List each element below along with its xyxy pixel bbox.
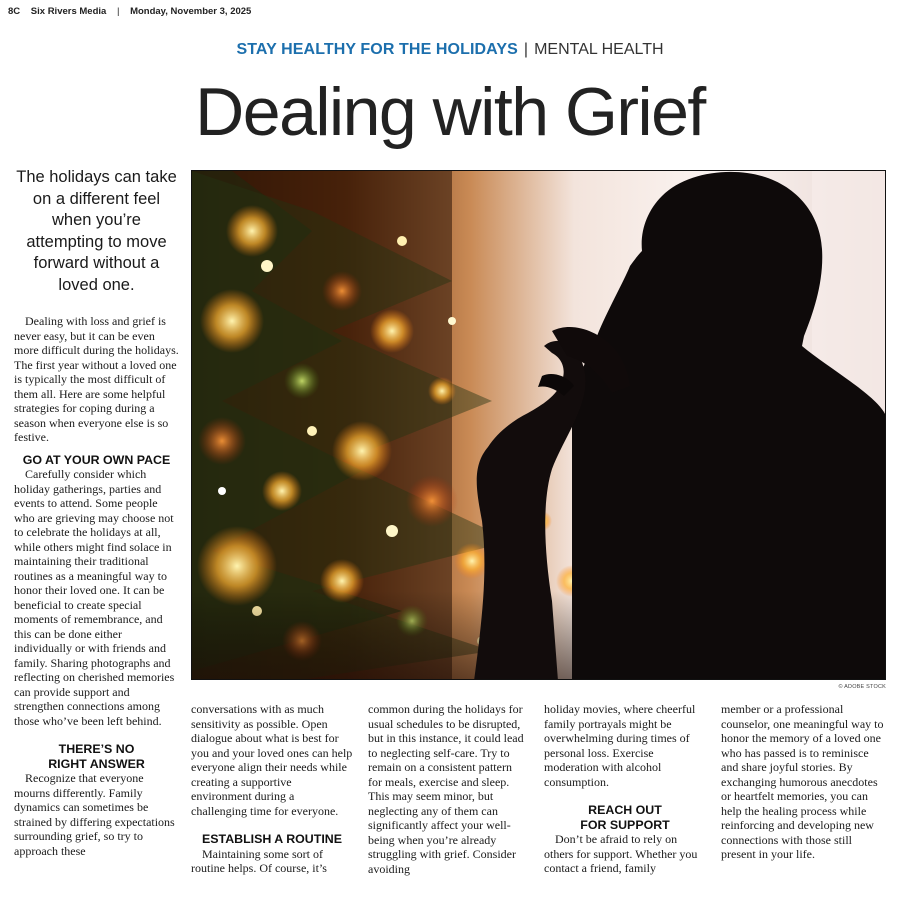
article-column-5 [721, 702, 887, 862]
subhead-establish-routine: ESTABLISH A ROUTINE [202, 832, 342, 846]
publication-name: Six Rivers Media [30, 6, 107, 17]
no-right-answer-paragraph-start: Recognize that everyone mourns differently. Family dynamics can sometimes be strained by differing expectations surrounding grief, so try to approach these [14, 771, 175, 858]
photo-credit: © ADOBE STOCK [838, 684, 886, 690]
section-topic: MENTAL HEALTH [534, 41, 664, 58]
subhead-no-right-answer: THERE’S NO RIGHT ANSWER [48, 742, 145, 771]
publication-date: Monday, November 3, 2025 [130, 6, 252, 17]
folio-line [8, 6, 251, 17]
folio-separator: | [116, 6, 120, 17]
article-column-2 [191, 702, 353, 876]
routine-paragraph-middle: common during the holidays for usual schedules to be disrupted, but in this instance, it could lead to neglecting self-care. Try to remain on a consistent pattern for meals, exercise and sleep. This may seem minor, but neglecting any of them can significantly affect your well-being when you’re already struggling with grief. Consider avoiding [368, 702, 524, 876]
page-number: 8C [8, 6, 21, 17]
subhead-own-pace: GO AT YOUR OWN PACE [22, 452, 171, 467]
routine-paragraph-start: Maintaining some sort of routine helps. Of course, it’s [191, 846, 327, 875]
section-kicker [0, 41, 900, 59]
headline: Dealing with Grief [195, 74, 705, 150]
section-title: STAY HEALTHY FOR THE HOLIDAYS [236, 41, 518, 58]
article-column-1 [14, 314, 179, 858]
own-pace-paragraph: Carefully consider which holiday gatherings, parties and events to attend. Some people who are grieving may choose not to celebrate the holidays at all, while others might find solace in maintaining their traditional routines as a meaningful way to honor their loved one. It can be beneficial to create special moments of remembrance, and this can be done either individually or with friends and family. Sharing photographs and reflecting on cherished memories can provide support and strengthen connections among those who’ve been left behind. [14, 467, 175, 728]
subhead-reach-out: REACH OUT FOR SUPPORT [580, 803, 670, 832]
no-right-answer-paragraph-end: conversations with as much sensitivity as possible. Open dialogue about what is best for you and your loved ones can help everyone align their needs while creating a supportive environment during a challenging time for everyone. [191, 702, 353, 818]
grief-photo [191, 170, 886, 680]
routine-paragraph-end: holiday movies, where cheerful family portrayals might be overwhelming during times of personal loss. Exercise moderation with alcohol consumption. [544, 702, 696, 789]
kicker-divider: | [523, 41, 529, 58]
grief-photo-illustration [192, 171, 886, 680]
deck-subhead: The holidays can take on a different feel when you’re attempting to move forward without a loved one. [16, 168, 177, 294]
reach-out-paragraph-start: Don’t be afraid to rely on others for support. Whether you contact a friend, family [544, 832, 698, 875]
intro-paragraph: Dealing with loss and grief is never easy, but it can be even more difficult during the holidays. The first year without a loved one is typically the most difficult of them all. Here are some helpful strategies for coping during a season when everyone else is so festive. [14, 314, 179, 444]
article-column-4 [544, 702, 706, 876]
article-column-3 [368, 702, 528, 876]
reach-out-paragraph-end: member or a professional counselor, one meaningful way to honor the memory of a loved one who has passed is to reminisce and share joyful stories. By exchanging humorous anecdotes or heartfelt memories, you can help the healing process while reinforcing and developing new connections with those still present in your life. [721, 702, 884, 861]
